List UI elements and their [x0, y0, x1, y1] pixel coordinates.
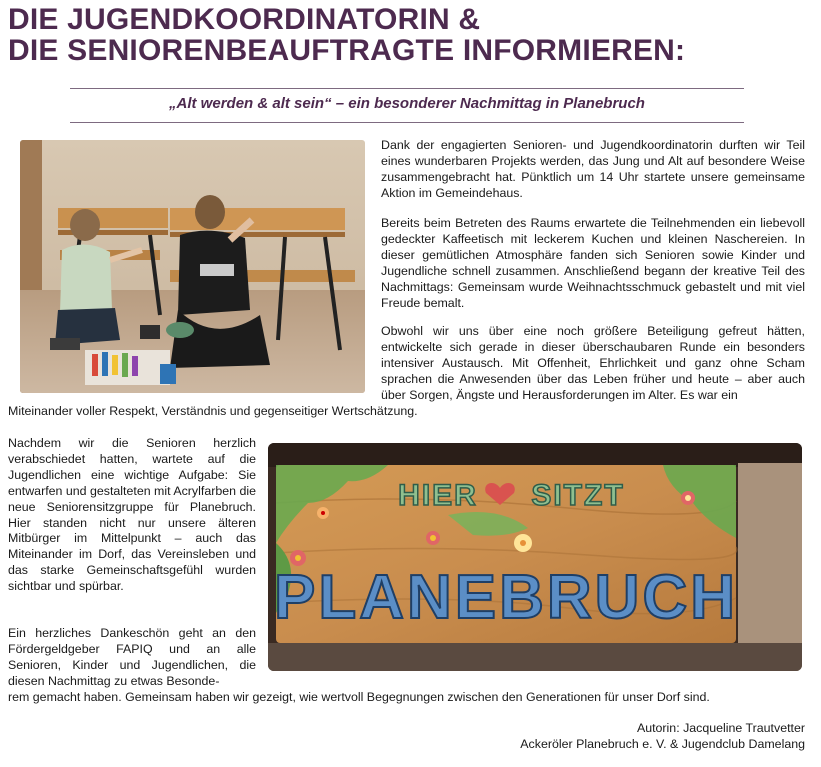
paragraph-5-start: Ein herzliches Dankeschön geht an den Fördergeldgeber FAPIQ und an alle Senioren, Kinder und Jugendlichen, die diesen Nachmittag zu etwas Besonde-	[8, 626, 256, 688]
headline-line-1: DIE JUGENDKOORDINATORIN &	[8, 3, 481, 36]
paragraph-1: Dank der engagierten Senioren- und Jugendkoordinatorin durften wir Teil eines wunderbaren Projekts werden, das Jung und Alt auf besondere Weise zusammengebracht hat. Pünktlich um 14 Uhr startete unsere gemeinsame Aktion im Gemeindehaus.	[381, 138, 805, 200]
table-text-hier: HIER	[398, 479, 478, 512]
headline	[8, 4, 818, 66]
paragraph-3-start: Obwohl wir uns über eine noch größere Beteiligung gefreut hätten, entwickelte sich gerade in dieser überschaubaren Runde ein besonders intensiver Austausch. Mit Offenheit, Ehrlichkeit und ganz ohne Scham sprachen die Anwesenden über das Leben früher und heute – aber auch über Sorgen, Ängste und Herausforderungen im Alter. Es war ein	[381, 324, 805, 402]
headline-line-2: DIE SENIORENBEAUFTRAGTE INFORMIEREN:	[8, 34, 686, 67]
paragraph-2: Bereits beim Betreten des Raums erwartete die Teilnehmenden ein liebevoll gedeckter Kaffeetisch mit leckerem Kuchen und kleinen Naschereien. In dieser gemütlichen Atmosphäre fanden sich Senioren sowie Kinder und Jugendliche schnell zusammen. Anschließend begann der kreative Teil des Nachmittags: Gemeinsam wurde Weihnachtsschmuck gebastelt und mit viel Freude bemalt.	[381, 216, 805, 310]
rule-bottom	[70, 122, 744, 123]
rule-top	[70, 88, 744, 89]
author-organization: Ackeröler Planebruch e. V. & Jugendclub Damelang	[520, 737, 805, 751]
author-name: Autorin: Jacqueline Trautvetter	[636, 721, 805, 735]
paragraph-3-end: Miteinander voller Respekt, Verständnis und gegenseitiger Wertschätzung.	[8, 404, 418, 418]
table-text-sitzt: SITZT	[531, 479, 625, 512]
paragraph-5-end: rem gemacht haben. Gemeinsam haben wir gezeigt, wie wertvoll Begegnungen zwischen den Generationen für unser Dorf sind.	[8, 690, 710, 704]
paragraph-4: Nachdem wir die Senioren herzlich verabschiedet hatten, wartete auf die Jugendlichen eine wichtige Aufgabe: Sie entwarfen und gestalteten mit Acrylfarben die neue Seniorensitzgruppe für Planebruch. Hier standen nicht nur unsere älteren Mitbürger im Mittelpunkt – auch das Miteinander im Dorf, das Vereinsleben und das starke Gemeinschaftsgefühl wurden sichtbar und spürbar.	[8, 436, 256, 594]
photo-painting-benches	[20, 140, 365, 393]
photo-painted-table	[268, 443, 802, 671]
table-text-planebruch: PLANEBRUCH	[274, 563, 738, 632]
author-block	[520, 720, 805, 752]
article-subtitle: „Alt werden & alt sein“ – ein besonderer Nachmittag in Planebruch	[169, 95, 645, 112]
